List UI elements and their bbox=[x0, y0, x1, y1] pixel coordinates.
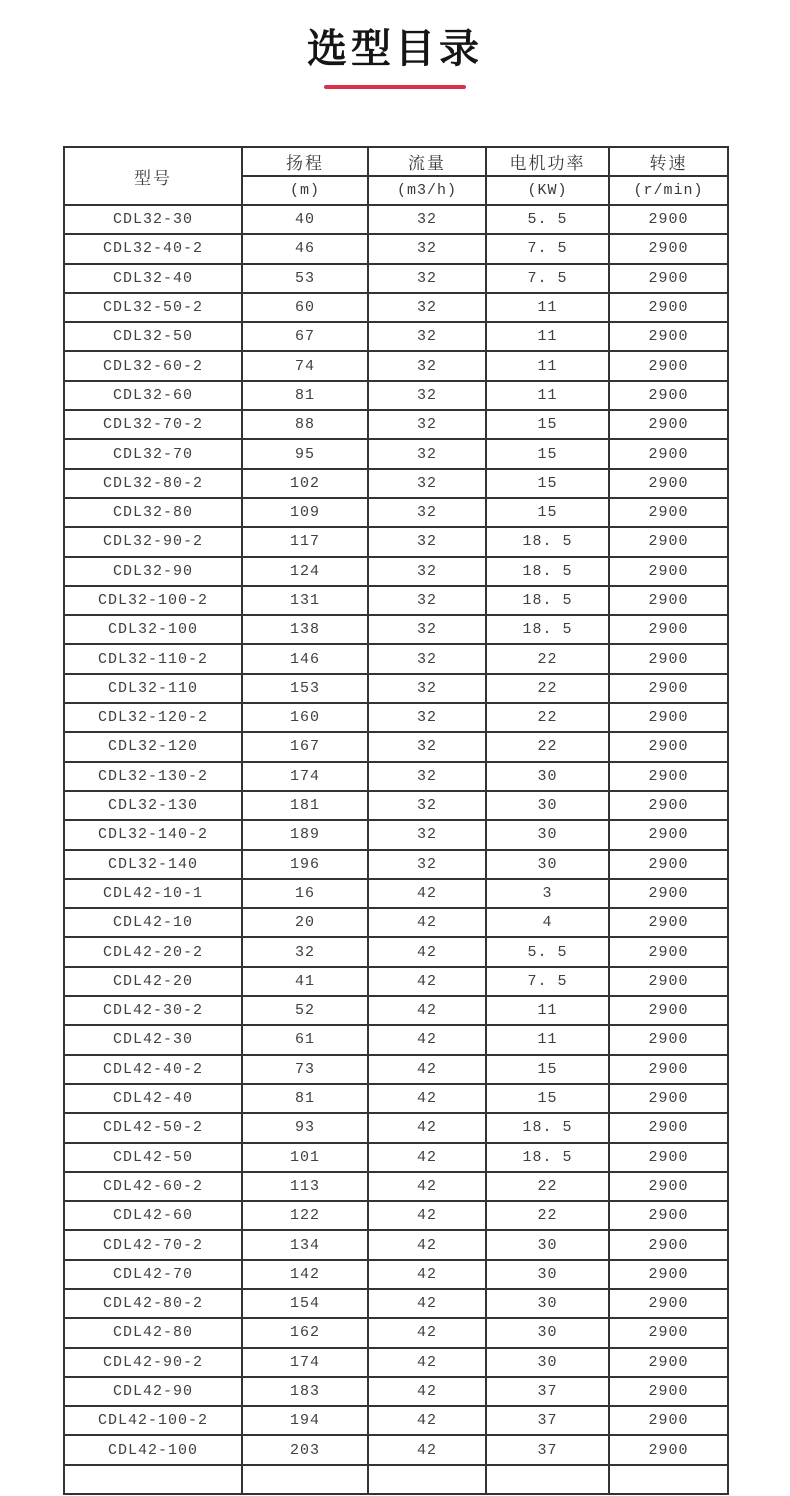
model-cell: CDL32-100-2 bbox=[64, 586, 242, 615]
power-cell: 30 bbox=[486, 791, 609, 820]
table-row bbox=[64, 351, 728, 380]
flow-cell: 32 bbox=[368, 850, 486, 879]
power-cell: 18. 5 bbox=[486, 1113, 609, 1142]
head-cell: 142 bbox=[242, 1260, 368, 1289]
table-row bbox=[64, 1025, 728, 1054]
speed-cell: 2900 bbox=[609, 908, 728, 937]
model-cell: CDL32-30 bbox=[64, 205, 242, 234]
speed-cell: 2900 bbox=[609, 879, 728, 908]
head-cell: 196 bbox=[242, 850, 368, 879]
speed-cell: 2900 bbox=[609, 264, 728, 293]
power-cell: 7. 5 bbox=[486, 234, 609, 263]
table-row bbox=[64, 1260, 728, 1289]
flow-cell: 42 bbox=[368, 1348, 486, 1377]
model-cell bbox=[64, 1465, 242, 1494]
col-header-model: 型号 bbox=[64, 147, 242, 205]
table-row bbox=[64, 850, 728, 879]
speed-cell bbox=[609, 1465, 728, 1494]
table-row bbox=[64, 1113, 728, 1142]
flow-cell: 32 bbox=[368, 351, 486, 380]
col-unit-head: (m) bbox=[242, 176, 368, 205]
table-row bbox=[64, 967, 728, 996]
table-row bbox=[64, 879, 728, 908]
power-cell: 15 bbox=[486, 469, 609, 498]
power-cell: 30 bbox=[486, 762, 609, 791]
speed-cell: 2900 bbox=[609, 1201, 728, 1230]
partial-row bbox=[64, 1465, 728, 1494]
table-row bbox=[64, 615, 728, 644]
power-cell: 18. 5 bbox=[486, 615, 609, 644]
power-cell: 37 bbox=[486, 1377, 609, 1406]
col-unit-flow: (m3/h) bbox=[368, 176, 486, 205]
table-row bbox=[64, 791, 728, 820]
table-row bbox=[64, 1348, 728, 1377]
model-cell: CDL42-30-2 bbox=[64, 996, 242, 1025]
power-cell: 22 bbox=[486, 703, 609, 732]
flow-cell: 42 bbox=[368, 1172, 486, 1201]
catalog-table-wrap bbox=[63, 146, 727, 1495]
model-cell: CDL42-40 bbox=[64, 1084, 242, 1113]
flow-cell: 32 bbox=[368, 674, 486, 703]
table-row bbox=[64, 322, 728, 351]
model-cell: CDL32-80-2 bbox=[64, 469, 242, 498]
head-cell: 134 bbox=[242, 1230, 368, 1259]
flow-cell: 32 bbox=[368, 820, 486, 849]
flow-cell: 42 bbox=[368, 908, 486, 937]
speed-cell: 2900 bbox=[609, 1143, 728, 1172]
table-row bbox=[64, 674, 728, 703]
head-cell: 52 bbox=[242, 996, 368, 1025]
speed-cell: 2900 bbox=[609, 293, 728, 322]
col-header-head: 扬程 bbox=[242, 147, 368, 176]
table-header bbox=[64, 147, 728, 205]
flow-cell: 32 bbox=[368, 234, 486, 263]
model-cell: CDL42-100 bbox=[64, 1435, 242, 1464]
speed-cell: 2900 bbox=[609, 937, 728, 966]
speed-cell: 2900 bbox=[609, 205, 728, 234]
table-row bbox=[64, 205, 728, 234]
model-cell: CDL42-70 bbox=[64, 1260, 242, 1289]
col-header-speed: 转速 bbox=[609, 147, 728, 176]
head-cell: 95 bbox=[242, 439, 368, 468]
model-cell: CDL42-60 bbox=[64, 1201, 242, 1230]
power-cell: 15 bbox=[486, 1055, 609, 1084]
speed-cell: 2900 bbox=[609, 1289, 728, 1318]
head-cell: 40 bbox=[242, 205, 368, 234]
flow-cell: 42 bbox=[368, 1201, 486, 1230]
table-row bbox=[64, 469, 728, 498]
speed-cell: 2900 bbox=[609, 967, 728, 996]
flow-cell: 42 bbox=[368, 1435, 486, 1464]
flow-cell: 32 bbox=[368, 205, 486, 234]
head-cell: 138 bbox=[242, 615, 368, 644]
col-header-power: 电机功率 bbox=[486, 147, 609, 176]
speed-cell: 2900 bbox=[609, 1230, 728, 1259]
power-cell: 4 bbox=[486, 908, 609, 937]
flow-cell: 32 bbox=[368, 586, 486, 615]
head-cell: 203 bbox=[242, 1435, 368, 1464]
speed-cell: 2900 bbox=[609, 644, 728, 673]
model-cell: CDL32-70 bbox=[64, 439, 242, 468]
model-cell: CDL42-40-2 bbox=[64, 1055, 242, 1084]
flow-cell: 42 bbox=[368, 1318, 486, 1347]
head-cell: 183 bbox=[242, 1377, 368, 1406]
table-row bbox=[64, 264, 728, 293]
flow-cell: 32 bbox=[368, 322, 486, 351]
table-row bbox=[64, 586, 728, 615]
flow-cell: 32 bbox=[368, 791, 486, 820]
model-cell: CDL32-90-2 bbox=[64, 527, 242, 556]
power-cell: 3 bbox=[486, 879, 609, 908]
page-header bbox=[0, 26, 790, 89]
table-row bbox=[64, 937, 728, 966]
power-cell: 37 bbox=[486, 1435, 609, 1464]
speed-cell: 2900 bbox=[609, 1377, 728, 1406]
flow-cell: 42 bbox=[368, 1230, 486, 1259]
head-cell: 74 bbox=[242, 351, 368, 380]
model-cell: CDL32-120-2 bbox=[64, 703, 242, 732]
model-cell: CDL42-60-2 bbox=[64, 1172, 242, 1201]
power-cell: 30 bbox=[486, 1289, 609, 1318]
table-row bbox=[64, 527, 728, 556]
head-cell: 67 bbox=[242, 322, 368, 351]
speed-cell: 2900 bbox=[609, 996, 728, 1025]
head-cell: 113 bbox=[242, 1172, 368, 1201]
head-cell: 53 bbox=[242, 264, 368, 293]
head-cell: 88 bbox=[242, 410, 368, 439]
head-cell bbox=[242, 1465, 368, 1494]
table-row bbox=[64, 1143, 728, 1172]
power-cell: 5. 5 bbox=[486, 937, 609, 966]
speed-cell: 2900 bbox=[609, 586, 728, 615]
head-cell: 146 bbox=[242, 644, 368, 673]
model-cell: CDL42-20-2 bbox=[64, 937, 242, 966]
flow-cell: 42 bbox=[368, 1377, 486, 1406]
flow-cell: 32 bbox=[368, 439, 486, 468]
power-cell: 11 bbox=[486, 293, 609, 322]
head-cell: 16 bbox=[242, 879, 368, 908]
table-body bbox=[64, 205, 728, 1494]
power-cell: 30 bbox=[486, 1230, 609, 1259]
table-row bbox=[64, 996, 728, 1025]
power-cell: 15 bbox=[486, 1084, 609, 1113]
speed-cell: 2900 bbox=[609, 1055, 728, 1084]
head-cell: 46 bbox=[242, 234, 368, 263]
speed-cell: 2900 bbox=[609, 1084, 728, 1113]
speed-cell: 2900 bbox=[609, 703, 728, 732]
speed-cell: 2900 bbox=[609, 1348, 728, 1377]
speed-cell: 2900 bbox=[609, 527, 728, 556]
speed-cell: 2900 bbox=[609, 1172, 728, 1201]
table-row bbox=[64, 1201, 728, 1230]
flow-cell: 32 bbox=[368, 293, 486, 322]
model-cell: CDL42-30 bbox=[64, 1025, 242, 1054]
head-cell: 32 bbox=[242, 937, 368, 966]
flow-cell: 32 bbox=[368, 615, 486, 644]
table-row bbox=[64, 1377, 728, 1406]
head-cell: 20 bbox=[242, 908, 368, 937]
model-cell: CDL32-60-2 bbox=[64, 351, 242, 380]
page bbox=[0, 26, 790, 1496]
table-row bbox=[64, 557, 728, 586]
model-cell: CDL32-110 bbox=[64, 674, 242, 703]
col-unit-power: (KW) bbox=[486, 176, 609, 205]
model-cell: CDL42-80 bbox=[64, 1318, 242, 1347]
speed-cell: 2900 bbox=[609, 557, 728, 586]
head-cell: 60 bbox=[242, 293, 368, 322]
head-cell: 41 bbox=[242, 967, 368, 996]
flow-cell: 42 bbox=[368, 1055, 486, 1084]
model-cell: CDL32-140 bbox=[64, 850, 242, 879]
model-cell: CDL32-100 bbox=[64, 615, 242, 644]
power-cell: 30 bbox=[486, 1318, 609, 1347]
model-cell: CDL32-50-2 bbox=[64, 293, 242, 322]
flow-cell: 42 bbox=[368, 967, 486, 996]
head-cell: 81 bbox=[242, 381, 368, 410]
flow-cell: 42 bbox=[368, 1113, 486, 1142]
flow-cell: 42 bbox=[368, 1025, 486, 1054]
power-cell: 18. 5 bbox=[486, 527, 609, 556]
table-row bbox=[64, 410, 728, 439]
model-cell: CDL32-40 bbox=[64, 264, 242, 293]
table-row bbox=[64, 234, 728, 263]
power-cell: 22 bbox=[486, 1201, 609, 1230]
power-cell: 30 bbox=[486, 1348, 609, 1377]
table-row bbox=[64, 820, 728, 849]
head-cell: 61 bbox=[242, 1025, 368, 1054]
head-cell: 153 bbox=[242, 674, 368, 703]
model-cell: CDL42-70-2 bbox=[64, 1230, 242, 1259]
head-cell: 181 bbox=[242, 791, 368, 820]
table-row bbox=[64, 439, 728, 468]
speed-cell: 2900 bbox=[609, 674, 728, 703]
power-cell: 22 bbox=[486, 732, 609, 761]
power-cell: 11 bbox=[486, 381, 609, 410]
flow-cell: 32 bbox=[368, 527, 486, 556]
power-cell: 11 bbox=[486, 322, 609, 351]
speed-cell: 2900 bbox=[609, 410, 728, 439]
flow-cell: 32 bbox=[368, 644, 486, 673]
col-header-flow: 流量 bbox=[368, 147, 486, 176]
table-row bbox=[64, 1318, 728, 1347]
table-row bbox=[64, 1435, 728, 1464]
flow-cell: 32 bbox=[368, 498, 486, 527]
speed-cell: 2900 bbox=[609, 322, 728, 351]
power-cell: 18. 5 bbox=[486, 586, 609, 615]
model-cell: CDL32-70-2 bbox=[64, 410, 242, 439]
power-cell: 22 bbox=[486, 644, 609, 673]
speed-cell: 2900 bbox=[609, 469, 728, 498]
model-cell: CDL42-80-2 bbox=[64, 1289, 242, 1318]
table-row bbox=[64, 908, 728, 937]
speed-cell: 2900 bbox=[609, 381, 728, 410]
speed-cell: 2900 bbox=[609, 762, 728, 791]
power-cell: 30 bbox=[486, 1260, 609, 1289]
speed-cell: 2900 bbox=[609, 498, 728, 527]
head-cell: 162 bbox=[242, 1318, 368, 1347]
speed-cell: 2900 bbox=[609, 234, 728, 263]
flow-cell: 42 bbox=[368, 1260, 486, 1289]
flow-cell: 42 bbox=[368, 1406, 486, 1435]
model-cell: CDL32-120 bbox=[64, 732, 242, 761]
speed-cell: 2900 bbox=[609, 820, 728, 849]
head-cell: 154 bbox=[242, 1289, 368, 1318]
model-cell: CDL42-10 bbox=[64, 908, 242, 937]
power-cell: 18. 5 bbox=[486, 557, 609, 586]
head-cell: 194 bbox=[242, 1406, 368, 1435]
table-row bbox=[64, 703, 728, 732]
speed-cell: 2900 bbox=[609, 1025, 728, 1054]
power-cell: 18. 5 bbox=[486, 1143, 609, 1172]
table-row bbox=[64, 1055, 728, 1084]
power-cell: 15 bbox=[486, 498, 609, 527]
model-cell: CDL32-110-2 bbox=[64, 644, 242, 673]
power-cell: 30 bbox=[486, 820, 609, 849]
table-row bbox=[64, 1230, 728, 1259]
power-cell: 22 bbox=[486, 674, 609, 703]
flow-cell: 32 bbox=[368, 410, 486, 439]
head-cell: 122 bbox=[242, 1201, 368, 1230]
power-cell: 7. 5 bbox=[486, 967, 609, 996]
title-underline bbox=[324, 85, 466, 89]
table-row bbox=[64, 498, 728, 527]
head-cell: 174 bbox=[242, 762, 368, 791]
power-cell: 30 bbox=[486, 850, 609, 879]
table-row bbox=[64, 1084, 728, 1113]
col-unit-speed: (r/min) bbox=[609, 176, 728, 205]
speed-cell: 2900 bbox=[609, 351, 728, 380]
head-cell: 102 bbox=[242, 469, 368, 498]
flow-cell: 32 bbox=[368, 264, 486, 293]
speed-cell: 2900 bbox=[609, 1318, 728, 1347]
model-cell: CDL32-130 bbox=[64, 791, 242, 820]
table-row bbox=[64, 293, 728, 322]
power-cell: 11 bbox=[486, 351, 609, 380]
model-cell: CDL32-50 bbox=[64, 322, 242, 351]
table-row bbox=[64, 732, 728, 761]
flow-cell: 32 bbox=[368, 703, 486, 732]
speed-cell: 2900 bbox=[609, 850, 728, 879]
power-cell: 7. 5 bbox=[486, 264, 609, 293]
model-cell: CDL32-40-2 bbox=[64, 234, 242, 263]
model-cell: CDL32-130-2 bbox=[64, 762, 242, 791]
model-cell: CDL32-60 bbox=[64, 381, 242, 410]
head-cell: 73 bbox=[242, 1055, 368, 1084]
table-row bbox=[64, 762, 728, 791]
speed-cell: 2900 bbox=[609, 1113, 728, 1142]
speed-cell: 2900 bbox=[609, 732, 728, 761]
flow-cell: 32 bbox=[368, 557, 486, 586]
head-cell: 131 bbox=[242, 586, 368, 615]
power-cell: 5. 5 bbox=[486, 205, 609, 234]
head-cell: 174 bbox=[242, 1348, 368, 1377]
speed-cell: 2900 bbox=[609, 791, 728, 820]
model-cell: CDL42-50-2 bbox=[64, 1113, 242, 1142]
flow-cell: 42 bbox=[368, 879, 486, 908]
catalog-table bbox=[63, 146, 729, 1495]
head-cell: 167 bbox=[242, 732, 368, 761]
power-cell: 11 bbox=[486, 1025, 609, 1054]
header-row-labels bbox=[64, 147, 728, 176]
speed-cell: 2900 bbox=[609, 1260, 728, 1289]
head-cell: 101 bbox=[242, 1143, 368, 1172]
model-cell: CDL42-20 bbox=[64, 967, 242, 996]
flow-cell: 42 bbox=[368, 1084, 486, 1113]
speed-cell: 2900 bbox=[609, 1406, 728, 1435]
table-row bbox=[64, 1289, 728, 1318]
power-cell: 22 bbox=[486, 1172, 609, 1201]
power-cell bbox=[486, 1465, 609, 1494]
speed-cell: 2900 bbox=[609, 1435, 728, 1464]
flow-cell: 32 bbox=[368, 469, 486, 498]
table-row bbox=[64, 644, 728, 673]
power-cell: 37 bbox=[486, 1406, 609, 1435]
flow-cell: 42 bbox=[368, 937, 486, 966]
power-cell: 15 bbox=[486, 410, 609, 439]
model-cell: CDL42-100-2 bbox=[64, 1406, 242, 1435]
head-cell: 117 bbox=[242, 527, 368, 556]
table-row bbox=[64, 1406, 728, 1435]
flow-cell: 32 bbox=[368, 381, 486, 410]
flow-cell: 42 bbox=[368, 1143, 486, 1172]
model-cell: CDL42-90 bbox=[64, 1377, 242, 1406]
model-cell: CDL42-50 bbox=[64, 1143, 242, 1172]
table-row bbox=[64, 381, 728, 410]
flow-cell: 42 bbox=[368, 1289, 486, 1318]
table-row bbox=[64, 1172, 728, 1201]
head-cell: 160 bbox=[242, 703, 368, 732]
page-title: 选型目录 bbox=[307, 26, 483, 72]
flow-cell bbox=[368, 1465, 486, 1494]
head-cell: 93 bbox=[242, 1113, 368, 1142]
model-cell: CDL32-140-2 bbox=[64, 820, 242, 849]
flow-cell: 32 bbox=[368, 732, 486, 761]
speed-cell: 2900 bbox=[609, 615, 728, 644]
head-cell: 189 bbox=[242, 820, 368, 849]
model-cell: CDL32-80 bbox=[64, 498, 242, 527]
model-cell: CDL42-10-1 bbox=[64, 879, 242, 908]
flow-cell: 32 bbox=[368, 762, 486, 791]
head-cell: 124 bbox=[242, 557, 368, 586]
flow-cell: 42 bbox=[368, 996, 486, 1025]
model-cell: CDL42-90-2 bbox=[64, 1348, 242, 1377]
power-cell: 15 bbox=[486, 439, 609, 468]
head-cell: 81 bbox=[242, 1084, 368, 1113]
speed-cell: 2900 bbox=[609, 439, 728, 468]
power-cell: 11 bbox=[486, 996, 609, 1025]
head-cell: 109 bbox=[242, 498, 368, 527]
model-cell: CDL32-90 bbox=[64, 557, 242, 586]
